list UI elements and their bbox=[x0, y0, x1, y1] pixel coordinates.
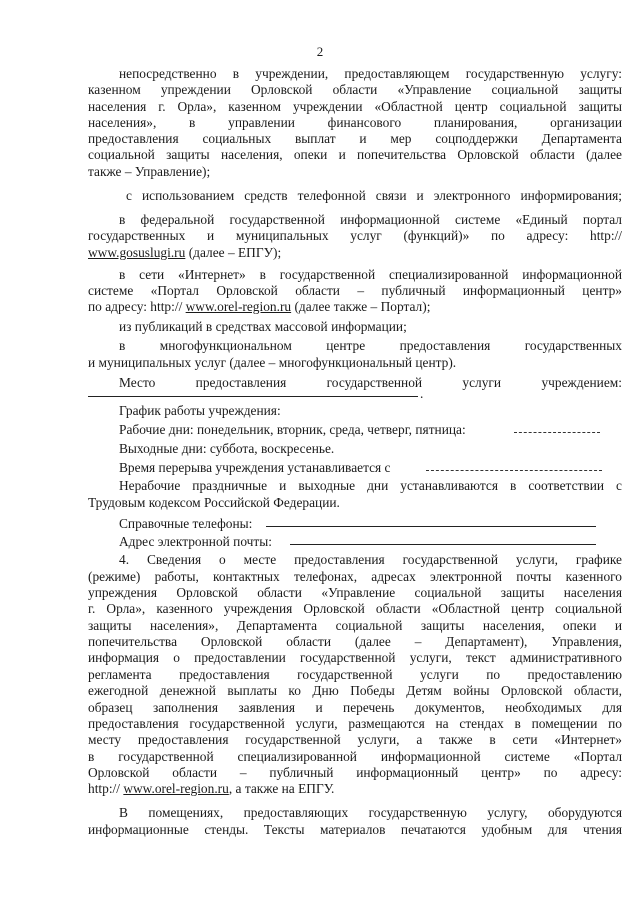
text-line: www.gosuslugi.ru (далее – ЕПГУ); bbox=[88, 245, 282, 260]
text-line: регламента предоставления государственной услуги по предоставлению bbox=[88, 667, 622, 682]
text-line: защиты населения», Департамента социальной защиты населения, опеки и bbox=[88, 618, 622, 633]
text-line: казенном упреждении Орловской области «Управление социальной защиты bbox=[88, 82, 622, 97]
text-line: Адрес электронной почты: bbox=[119, 534, 272, 549]
text-line: социальной защиты населения, опеки и попечительства Орловской области (далее bbox=[88, 147, 622, 162]
text-line: в федеральной государственной информационной системе «Единый портал bbox=[119, 212, 622, 227]
text-line: и муниципальных услуг (далее – многофункциональный центр). bbox=[88, 355, 457, 370]
text-line: в сети «Интернет» в государственной специализированной информационной bbox=[119, 267, 622, 282]
text-line: График работы учреждения: bbox=[119, 403, 281, 418]
blank-field bbox=[426, 458, 602, 471]
blank-field bbox=[514, 420, 600, 433]
text-line: из публикаций в средствах массовой информации; bbox=[119, 319, 407, 334]
text-line: государственных и муниципальных услуг (функций)» по адресу: http:// bbox=[88, 228, 622, 243]
text-line: по адресу: http:// www.orel-region.ru (далее также – Портал); bbox=[88, 299, 431, 314]
text-line: с использованием средств телефонной связи и электронного информирования; bbox=[126, 188, 622, 203]
text-line: непосредственно в учреждении, предоставляющем государственную услугу: bbox=[119, 66, 622, 81]
text-line: в многофункциональном центре предоставления государственных bbox=[119, 338, 622, 353]
blank-field bbox=[88, 384, 418, 397]
text-line: образец заполнения заявления и перечень документов, необходимых для bbox=[88, 700, 622, 715]
text-line: месту предоставления государственной услуги, а также в сети «Интернет» bbox=[88, 732, 622, 747]
text-line: г. Орла», казенного учреждения Орловской области «Областной центр социальной bbox=[88, 601, 622, 616]
text-line: 4. Сведения о месте предоставления государственной услуги, графике bbox=[119, 552, 622, 567]
text-line: населения г. Орла», казенном учреждении «Областной центр социальной защиты bbox=[88, 99, 622, 114]
text-line: в государственной специализированной информационной системе «Портал bbox=[88, 749, 622, 764]
text-line: Орловской области – публичный информационный центр» по адресу: bbox=[88, 765, 622, 780]
text-line: информационные стенды. Тексты материалов печатаются удобным для чтения bbox=[88, 822, 622, 837]
text-line: Справочные телефоны: bbox=[119, 516, 253, 531]
blank-field bbox=[266, 514, 596, 527]
text-line: (режиме) работы, контактных телефонах, адресах электронной почты казенного bbox=[88, 569, 622, 584]
text-line: Время перерыва учреждения устанавливается с bbox=[119, 460, 391, 475]
text-line: предоставления социальных выплат и мер соцподдержки Департамента bbox=[88, 131, 622, 146]
text-line: Место предоставления государственной услуги учреждением: bbox=[119, 375, 622, 390]
text-line: Выходные дни: суббота, воскресенье. bbox=[119, 441, 335, 456]
text-line: ежегодной денежной выплаты ко Дню Победы Детям войны Орловской области, bbox=[88, 683, 622, 698]
text-line: упреждения Орловской области «Управление социальной защиты населения bbox=[88, 585, 622, 600]
text-line: Рабочие дни: понедельник, вторник, среда, четверг, пятница: bbox=[119, 422, 466, 437]
text-line: системе «Портал Орловской области – публичный информационный центр» bbox=[88, 283, 622, 298]
text-line: попечительства Орловской области (далее – Департамент), Управления, bbox=[88, 634, 622, 649]
text-line: Трудовым кодексом Российской Федерации. bbox=[88, 495, 340, 510]
text-line: В помещениях, предоставляющих государственную услугу, оборудуются bbox=[119, 805, 622, 820]
blank-field bbox=[290, 532, 596, 545]
text-line: http:// www.orel-region.ru, а также на ЕПГУ. bbox=[88, 781, 335, 796]
page-number: 2 bbox=[316, 44, 324, 59]
text-line: также – Управление); bbox=[88, 164, 211, 179]
text-line: предоставления государственной услуги, размещаются на стендах в помещении по bbox=[88, 716, 622, 731]
text-line: населения», в управлении финансового планирования, организации bbox=[88, 115, 622, 130]
text-line: информация о предоставлении государственной услуги, текст административного bbox=[88, 650, 622, 665]
text-line: . bbox=[420, 386, 424, 401]
text-line: Нерабочие праздничные и выходные дни устанавливаются в соответствии с bbox=[119, 478, 622, 493]
